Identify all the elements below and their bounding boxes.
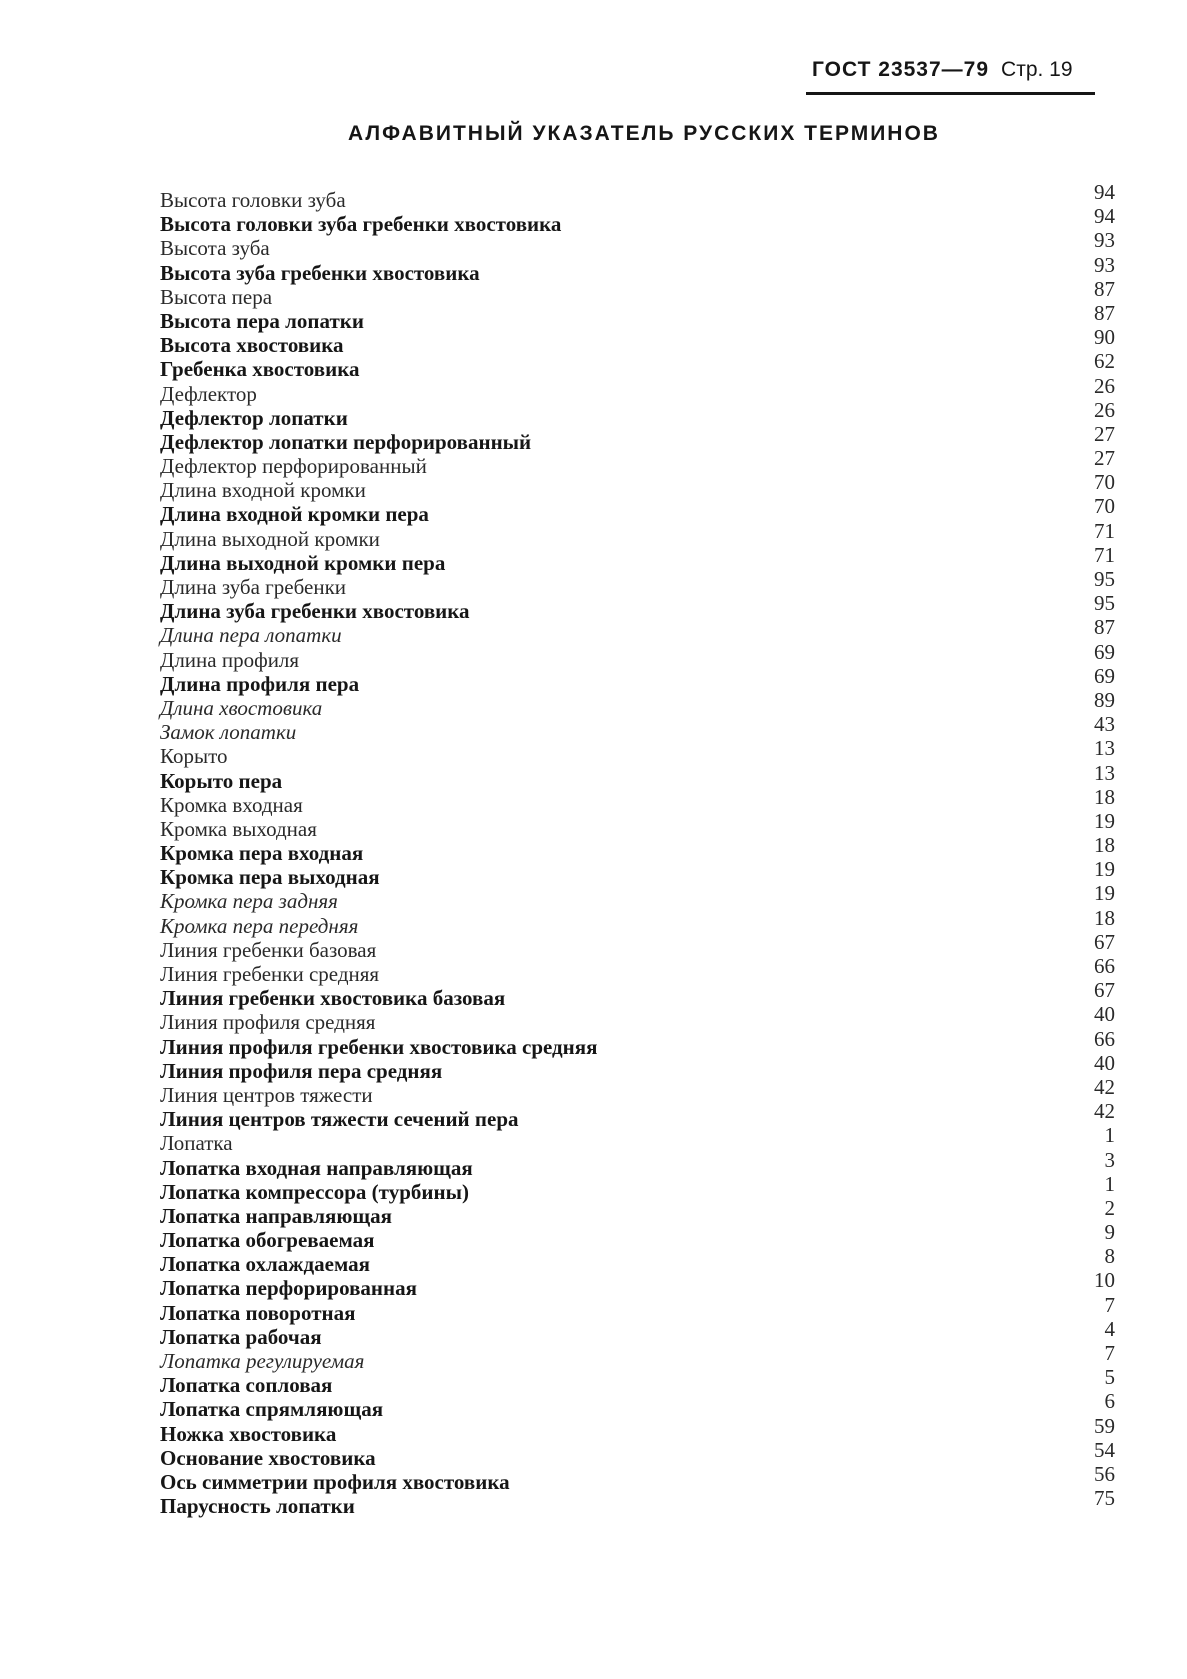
term-page-ref: 93 [1094,228,1115,253]
term-page-ref: 71 [1094,542,1115,567]
term-page-ref: 19 [1094,881,1115,906]
term-entry: Кромка пера передняя [160,913,359,938]
term-entry: Корыто пера [160,768,283,793]
term-page-ref: 94 [1094,180,1115,204]
term-entry: Длина пера лопатки [160,623,342,648]
term-page-ref: 66 [1094,1026,1115,1051]
term-entry: Гребенка хвостовика [160,357,360,382]
term-page-ref: 90 [1094,325,1115,350]
term-entry: Длина выходной кромки пера [160,550,446,575]
term-entry: Кромка пера выходная [160,865,380,890]
term-entry: Высота пера [160,284,273,309]
term-entry: Лопатка спрямляющая [160,1397,384,1422]
term-entry: Линия гребенки средняя [160,962,380,986]
term-entry: Лопатка регулируемая [160,1349,365,1373]
term-page-ref: 19 [1094,808,1115,833]
page-number: Стр. 19 [1001,58,1073,81]
term-page-ref: 18 [1094,784,1115,809]
term-entry: Длина входной кромки [160,478,366,503]
term-entry: Корыто [160,744,228,769]
term-page-ref: 7 [1104,1292,1115,1317]
term-page-ref: 13 [1094,760,1115,785]
term-entry: Линия центров тяжести сечений пера [160,1107,519,1132]
term-entry: Лопатка [160,1131,233,1156]
term-entry: Лопатка сопловая [160,1373,333,1398]
term-page-ref: 40 [1094,1050,1115,1075]
term-page-ref: 67 [1094,929,1115,954]
term-page-ref: 26 [1094,373,1115,398]
term-entry: Кромка пера задняя [160,889,338,914]
term-page-ref: 9 [1104,1220,1115,1245]
term-entry: Длина хвостовика [160,695,323,720]
term-entry: Кромка пера входная [160,841,364,866]
term-page-ref: 1 [1104,1171,1115,1196]
term-entry: Линия профиля средняя [160,1010,376,1035]
term-page-ref: 27 [1094,421,1115,446]
term-page-ref: 71 [1094,518,1115,543]
term-page-ref: 42 [1094,1074,1115,1099]
term-entry: Линия профиля пера средняя [160,1058,443,1083]
terms-list [160,188,920,1518]
term-entry: Лопатка направляющая [160,1203,392,1228]
term-entry: Лопатка рабочая [160,1324,322,1349]
term-page-ref: 4 [1104,1316,1115,1341]
term-entry: Дефлектор лопатки [160,405,348,430]
term-page-ref: 40 [1094,1002,1115,1027]
term-entry: Высота головки зуба гребенки хвостовика [160,212,562,237]
term-entry: Линия центров тяжести [160,1082,373,1107]
term-page-ref: 75 [1094,1486,1115,1511]
term-page-ref: 69 [1094,663,1115,688]
term-page-ref: 1 [1104,1123,1115,1148]
page-header [812,58,1092,94]
term-page-ref: 5 [1104,1365,1115,1390]
term-entry: Высота хвостовика [160,333,344,358]
term-page-ref: 62 [1094,349,1115,374]
term-entry: Дефлектор лопатки перфорированный [160,429,532,454]
term-entry: Основание хвостовика [160,1445,376,1470]
term-page-ref: 7 [1104,1341,1115,1365]
term-entry: Лопатка компрессора (турбины) [160,1179,469,1204]
term-entry: Высота пера лопатки [160,308,364,333]
term-entry: Ножка хвостовика [160,1421,337,1446]
term-entry: Длина профиля [160,647,300,672]
term-page-ref: 66 [1094,954,1115,978]
term-page-ref: 87 [1094,276,1115,301]
term-entry: Лопатка перфорированная [160,1276,417,1301]
term-page-ref: 69 [1094,639,1115,664]
term-page-ref: 18 [1094,833,1115,858]
term-page-ref: 2 [1104,1195,1115,1220]
term-page-ref: 56 [1094,1461,1115,1486]
term-page-ref: 27 [1094,446,1115,471]
term-entry: Дефлектор [160,381,257,406]
term-entry: Длина выходной кромки [160,526,380,551]
term-page-ref: 89 [1094,687,1115,712]
term-entry: Лопатка охлаждаемая [160,1252,370,1277]
term-page-ref: 59 [1094,1413,1115,1438]
term-page-ref: 95 [1094,567,1115,591]
term-entry: Высота зуба [160,236,270,261]
term-entry: Ось симметрии профиля хвостовика [160,1469,510,1494]
term-entry: Длина зуба гребенки [160,575,347,599]
term-entry: Линия гребенки хвостовика базовая [160,986,506,1011]
term-page-ref: 87 [1094,615,1115,640]
term-entry: Дефлектор перфорированный [160,454,427,479]
term-page-ref: 87 [1094,300,1115,325]
term-page-ref: 42 [1094,1099,1115,1124]
term-entry: Лопатка входная направляющая [160,1155,473,1180]
term-page-ref: 10 [1094,1268,1115,1293]
term-page-ref: 43 [1094,712,1115,737]
term-page-ref: 6 [1104,1389,1115,1414]
term-entry: Замок лопатки [160,720,297,745]
term-page-ref: 26 [1094,397,1115,422]
term-page-ref: 70 [1094,494,1115,519]
term-entry: Высота зуба гребенки хвостовика [160,260,480,285]
term-entry: Длина профиля пера [160,671,360,696]
term-page-ref: 95 [1094,591,1115,616]
term-entry: Кромка входная [160,792,303,817]
term-page-ref: 70 [1094,470,1115,495]
term-page-ref: 3 [1104,1147,1115,1172]
term-page-ref: 8 [1104,1244,1115,1269]
term-page-ref: 18 [1094,905,1115,930]
term-entry: Кромка выходная [160,816,317,841]
term-entry: Длина зуба гребенки хвостовика [160,599,470,624]
term-page-ref: 94 [1094,204,1115,229]
term-page-ref: 13 [1094,736,1115,761]
term-entry: Парусность лопатки [160,1494,355,1519]
term-entry: Высота головки зуба [160,188,346,212]
term-page-ref: 19 [1094,857,1115,882]
page-numbers-column [1055,180,1115,1510]
term-entry: Длина входной кромки пера [160,502,429,527]
term-entry: Линия профиля гребенки хвостовика средняя [160,1034,598,1059]
term-entry: Линия гребенки базовая [160,937,377,962]
standard-number: ГОСТ 23537—79 [812,58,990,81]
index-title: АЛФАВИТНЫЙ УКАЗАТЕЛЬ РУССКИХ ТЕРМИНОВ [348,122,940,145]
term-entry: Лопатка поворотная [160,1300,356,1325]
term-page-ref: 67 [1094,978,1115,1003]
term-entry: Лопатка обогреваемая [160,1228,375,1253]
term-page-ref: 54 [1094,1437,1115,1462]
term-page-ref: 93 [1094,252,1115,277]
header-divider [806,92,1095,95]
